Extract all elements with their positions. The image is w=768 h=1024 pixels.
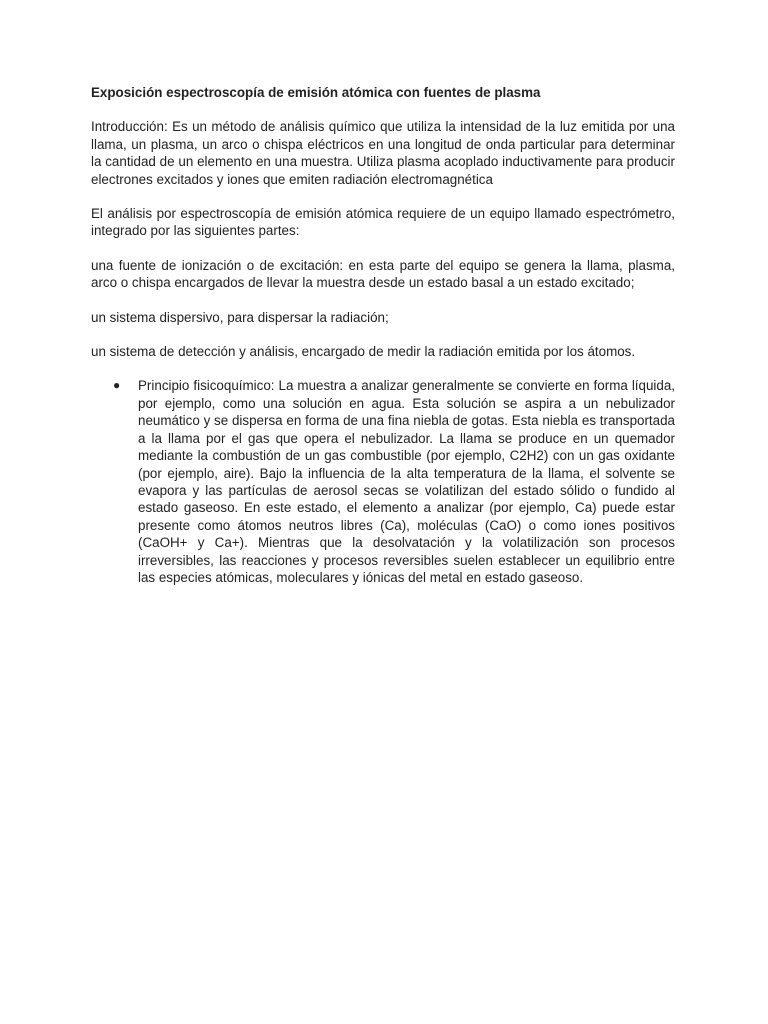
bullet-icon: ● [113, 378, 121, 393]
paragraph-dispersive-system: un sistema dispersivo, para dispersar la radiación; [91, 309, 389, 325]
document-page [91, 84, 675, 586]
paragraph-ionization-source: una fuente de ionización o de excitación: en esta parte del equipo se genera la llama, plasma, arco o chispa encargados de llevar la muestra desde un estado basal a un estado excitado; [91, 257, 675, 291]
list-item-principle [113, 377, 675, 586]
bullet-text: Principio fisicoquímico: La muestra a analizar generalmente se convierte en forma líquida, por ejemplo, como una solución en agua. Esta solución se aspira a un nebulizador neumático y se dispersa en forma de una fina niebla de gotas. Esta niebla es transportada a la llama por el gas que opera el nebulizador. La llama se produce en un quemador mediante la combustión de un gas combustible (por ejemplo, C2H2) con un gas oxidante (por ejemplo, aire). Bajo la influencia de la alta temperatura de la llama, el solvente se evapora y las partículas de aerosol secas se volatilizan del estado sólido o fundido al estado gaseoso. En este estado, el elemento a analizar (por ejemplo, Ca) puede estar presente como átomos neutros libres (Ca), moléculas (CaO) o como iones positivos (CaOH+ y Ca+). Mientras que la desolvatación y la volatilización son procesos irreversibles, las reacciones y procesos reversibles suelen establecer un equilibrio entre las especies atómicas, moleculares y iónicas del metal en estado gaseoso. [138, 378, 675, 585]
paragraph-spectrometer-parts: El análisis por espectroscopía de emisión atómica requiere de un equipo llamado espectrómetro, integrado por las siguientes partes: [91, 206, 675, 239]
paragraph-introduction: Introducción: Es un método de análisis químico que utiliza la intensidad de la luz emitida por una llama, un plasma, un arco o chispa eléctricos en una longitud de onda particular para determinar la cantidad de un elemento en una muestra. Utiliza plasma acoplado inductivamente para producir electrones excitados y iones que emiten radiación electromagnética [91, 119, 675, 187]
paragraph-detection-system: un sistema de detección y análisis, encargado de medir la radiación emitida por los átomos. [91, 344, 636, 360]
document-title: Exposición espectroscopía de emisión atómica con fuentes de plasma [91, 85, 541, 100]
bullet-list [91, 377, 675, 586]
